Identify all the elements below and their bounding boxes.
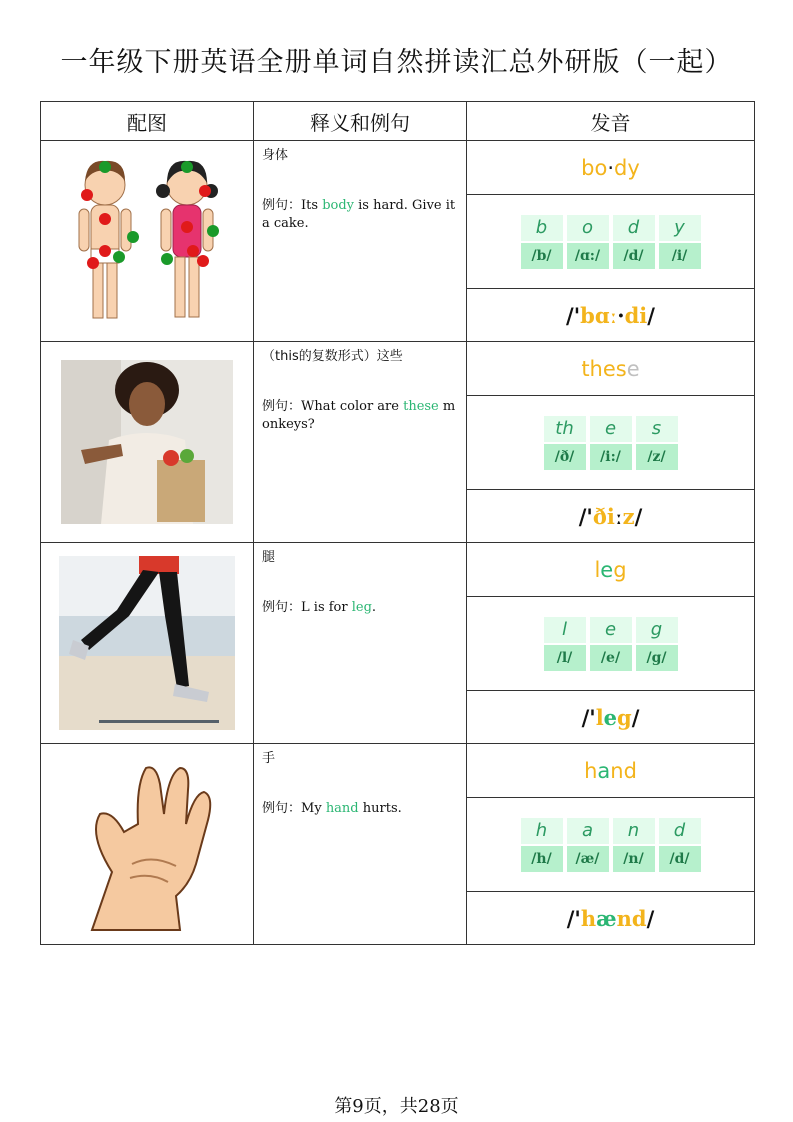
phonics-tile: th /ð/ [544, 416, 586, 470]
syllable-split: bo · dy [467, 141, 754, 195]
phonics-tiles [467, 396, 754, 490]
phonics-tile: g /g/ [636, 617, 678, 671]
picture-cell [41, 342, 254, 543]
phonics-tile: y /i/ [659, 215, 701, 269]
example-sentence: 例句：What color are these monkeys? [262, 399, 456, 433]
phonics-tile: d /d/ [613, 215, 655, 269]
table-row [41, 744, 755, 945]
phonics-tile: e /e/ [590, 617, 632, 671]
syllable-split: h a n d [467, 744, 754, 798]
pronunciation-cell [467, 543, 755, 744]
table-row [41, 543, 755, 744]
phonics-tiles [467, 195, 754, 289]
meaning-cell [254, 543, 467, 744]
page-title: 一年级下册英语全册单词自然拼读汇总外研版（一起） [60, 47, 733, 78]
phonics-table [40, 101, 755, 945]
meaning-cell [254, 141, 467, 342]
man-pointing-picture [61, 360, 233, 524]
picture-cell [41, 141, 254, 342]
header-picture: 配图 [41, 102, 254, 141]
pronunciation-cell [467, 744, 755, 945]
ipa-transcription: /' bɑː · di / [566, 302, 655, 328]
syllable-split: l e g [467, 543, 754, 597]
example-keyword: hand [325, 801, 359, 816]
body-kids-picture [57, 151, 237, 331]
ipa-transcription: /' h æ n d / [566, 905, 655, 931]
phonics-tile: h /h/ [521, 818, 563, 872]
table-row [41, 342, 755, 543]
word-meaning: 身体 [262, 148, 289, 163]
phonics-tile: a /æ/ [567, 818, 609, 872]
pronunciation-cell [467, 141, 755, 342]
running-legs-picture [59, 556, 235, 730]
phonics-tile: d /d/ [659, 818, 701, 872]
phonics-tile: o /ɑ:/ [567, 215, 609, 269]
meaning-cell [254, 342, 467, 543]
example-keyword: leg [351, 600, 372, 615]
example-keyword: body [322, 198, 355, 213]
phonics-tile: e /i:/ [590, 416, 632, 470]
example-sentence: 例句：My hand hurts. [262, 801, 402, 816]
page-footer: 第9页，共28页 [334, 1096, 459, 1117]
word-meaning: 腿 [262, 550, 276, 565]
ipa-transcription: /' l e g / [581, 704, 640, 730]
example-sentence: 例句：Its body is hard. Give it a cake. [262, 198, 456, 232]
picture-cell [41, 744, 254, 945]
header-meaning: 释义和例句 [254, 102, 467, 141]
meaning-cell [254, 744, 467, 945]
phonics-tile: s /z/ [636, 416, 678, 470]
ipa-transcription: /' ð i ː z / [578, 503, 643, 529]
phonics-tile: n /n/ [613, 818, 655, 872]
table-row [41, 141, 755, 342]
syllable-split: th e s e [467, 342, 754, 396]
word-meaning: （this的复数形式）这些 [262, 349, 403, 364]
hand-picture [72, 754, 222, 934]
picture-cell [41, 543, 254, 744]
example-keyword: these [403, 399, 439, 414]
table-header-row [41, 102, 755, 141]
phonics-tiles [467, 798, 754, 892]
word-meaning: 手 [262, 751, 276, 766]
example-sentence: 例句：L is for leg. [262, 600, 377, 615]
pronunciation-cell [467, 342, 755, 543]
phonics-tiles [467, 597, 754, 691]
phonics-tile: b /b/ [521, 215, 563, 269]
header-pronunciation: 发音 [467, 102, 755, 141]
phonics-tile: l /l/ [544, 617, 586, 671]
